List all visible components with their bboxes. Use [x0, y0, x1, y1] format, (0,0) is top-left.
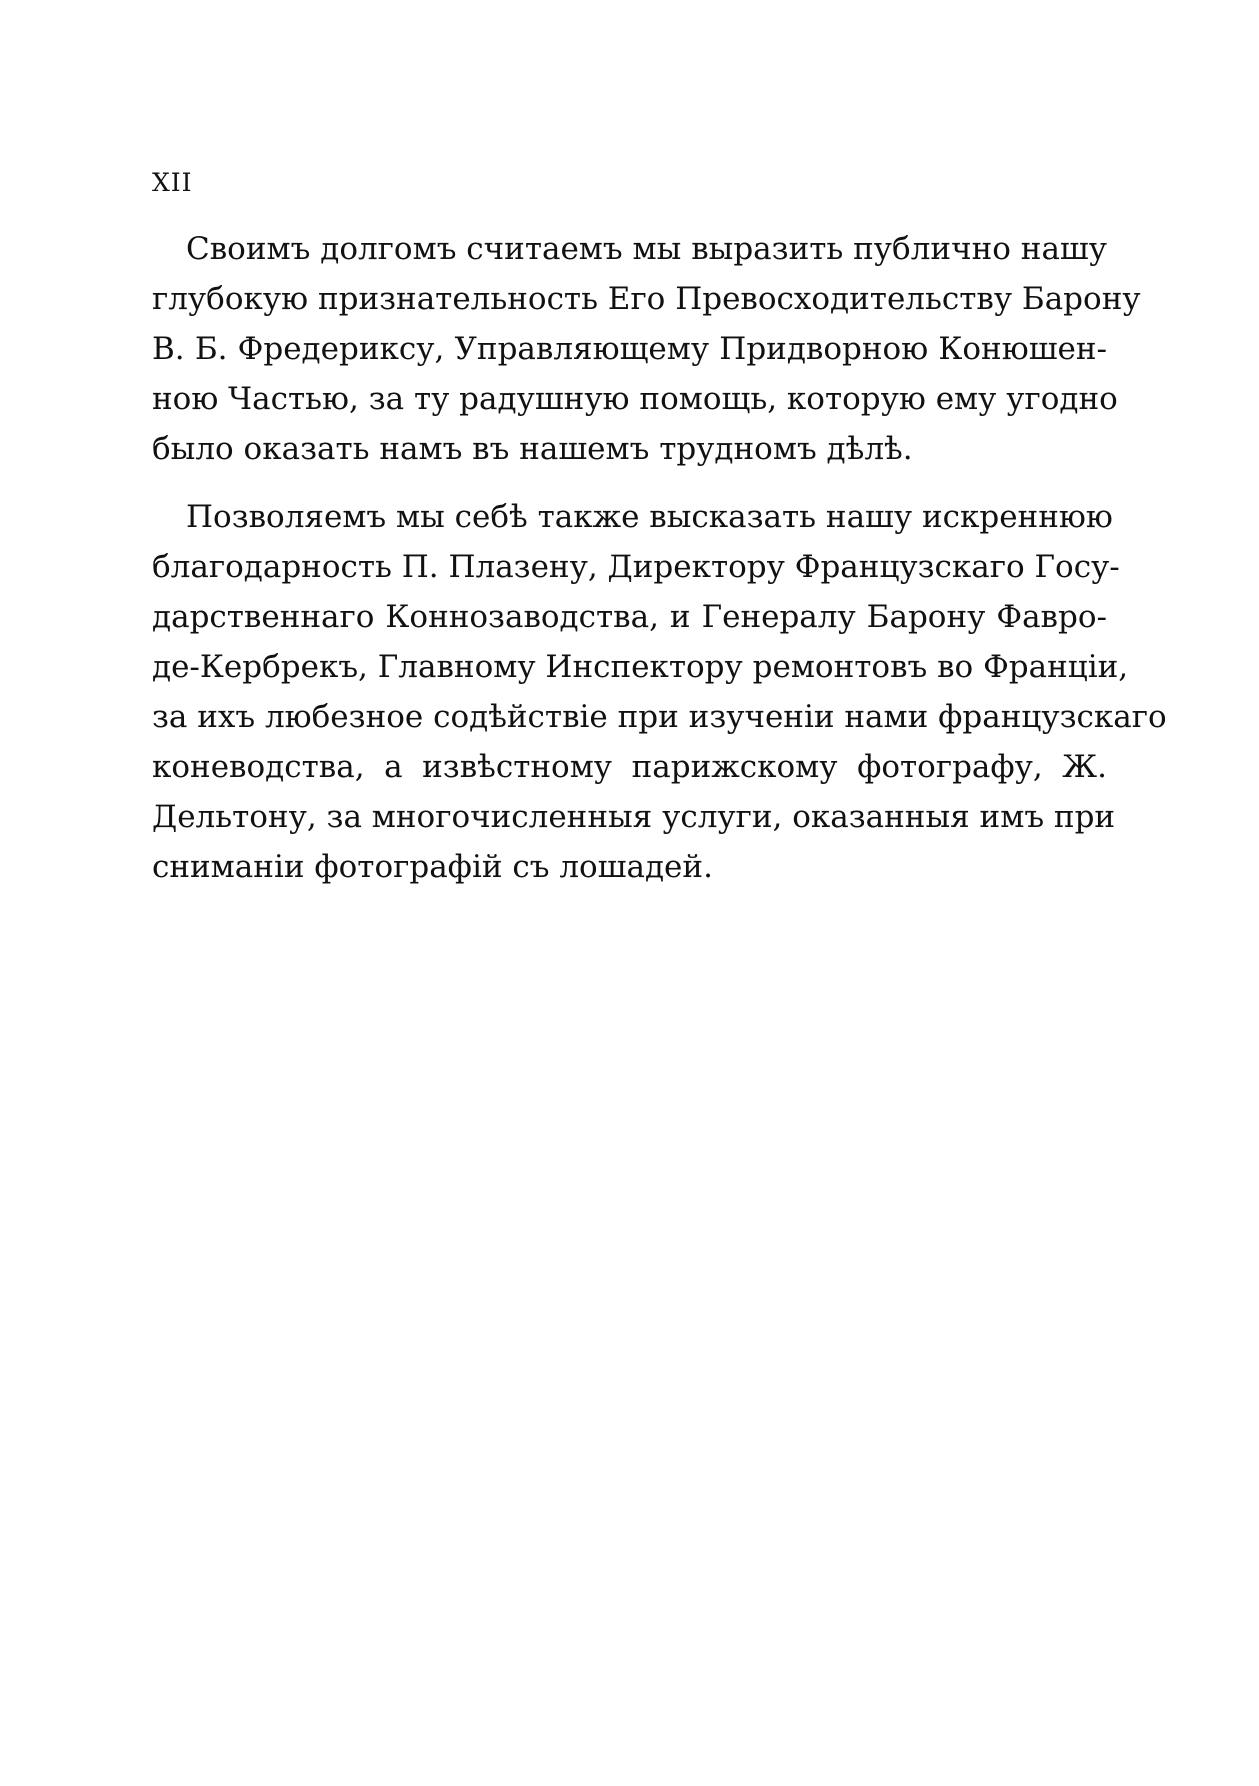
page-number: XII	[152, 168, 193, 197]
text-line: сниманіи фотографій съ лошадей.	[152, 849, 713, 885]
paragraph-acknowledgement-others	[152, 492, 1167, 892]
text-line: ною Частью, за ту радушную помощь, которую ему угодно	[152, 381, 1118, 417]
text-line: де-Кербрекъ, Главному Инспектору ремонтовъ во Франціи,	[152, 649, 1129, 685]
text-line: за ихъ любезное содѣйствіе при изученіи нами французскаго	[152, 699, 1167, 735]
body-text	[152, 224, 1167, 910]
text-line: коневодства, а извѣстному парижскому фотографу, Ж.	[152, 749, 1107, 785]
text-line: В. Б. Фредериксу, Управляющему Придворною Конюшен-	[152, 331, 1107, 367]
paragraph-acknowledgement-fredericks	[152, 224, 1141, 474]
text-line: было оказать намъ въ нашемъ трудномъ дѣлѣ.	[152, 431, 913, 467]
text-line: благодарность П. Плазену, Директору Французскаго Госу-	[152, 549, 1120, 585]
text-line: Позволяемъ мы себѣ также высказать нашу искреннюю	[186, 499, 1113, 535]
text-line: Дельтону, за многочисленныя услуги, оказанныя имъ при	[152, 799, 1116, 835]
text-line: дарственнаго Коннозаводства, и Генералу Барону Фавро-	[152, 599, 1107, 635]
text-line: Своимъ долгомъ считаемъ мы выразить публично нашу	[186, 231, 1107, 267]
text-line: глубокую признательность Его Превосходительству Барону	[152, 281, 1141, 317]
